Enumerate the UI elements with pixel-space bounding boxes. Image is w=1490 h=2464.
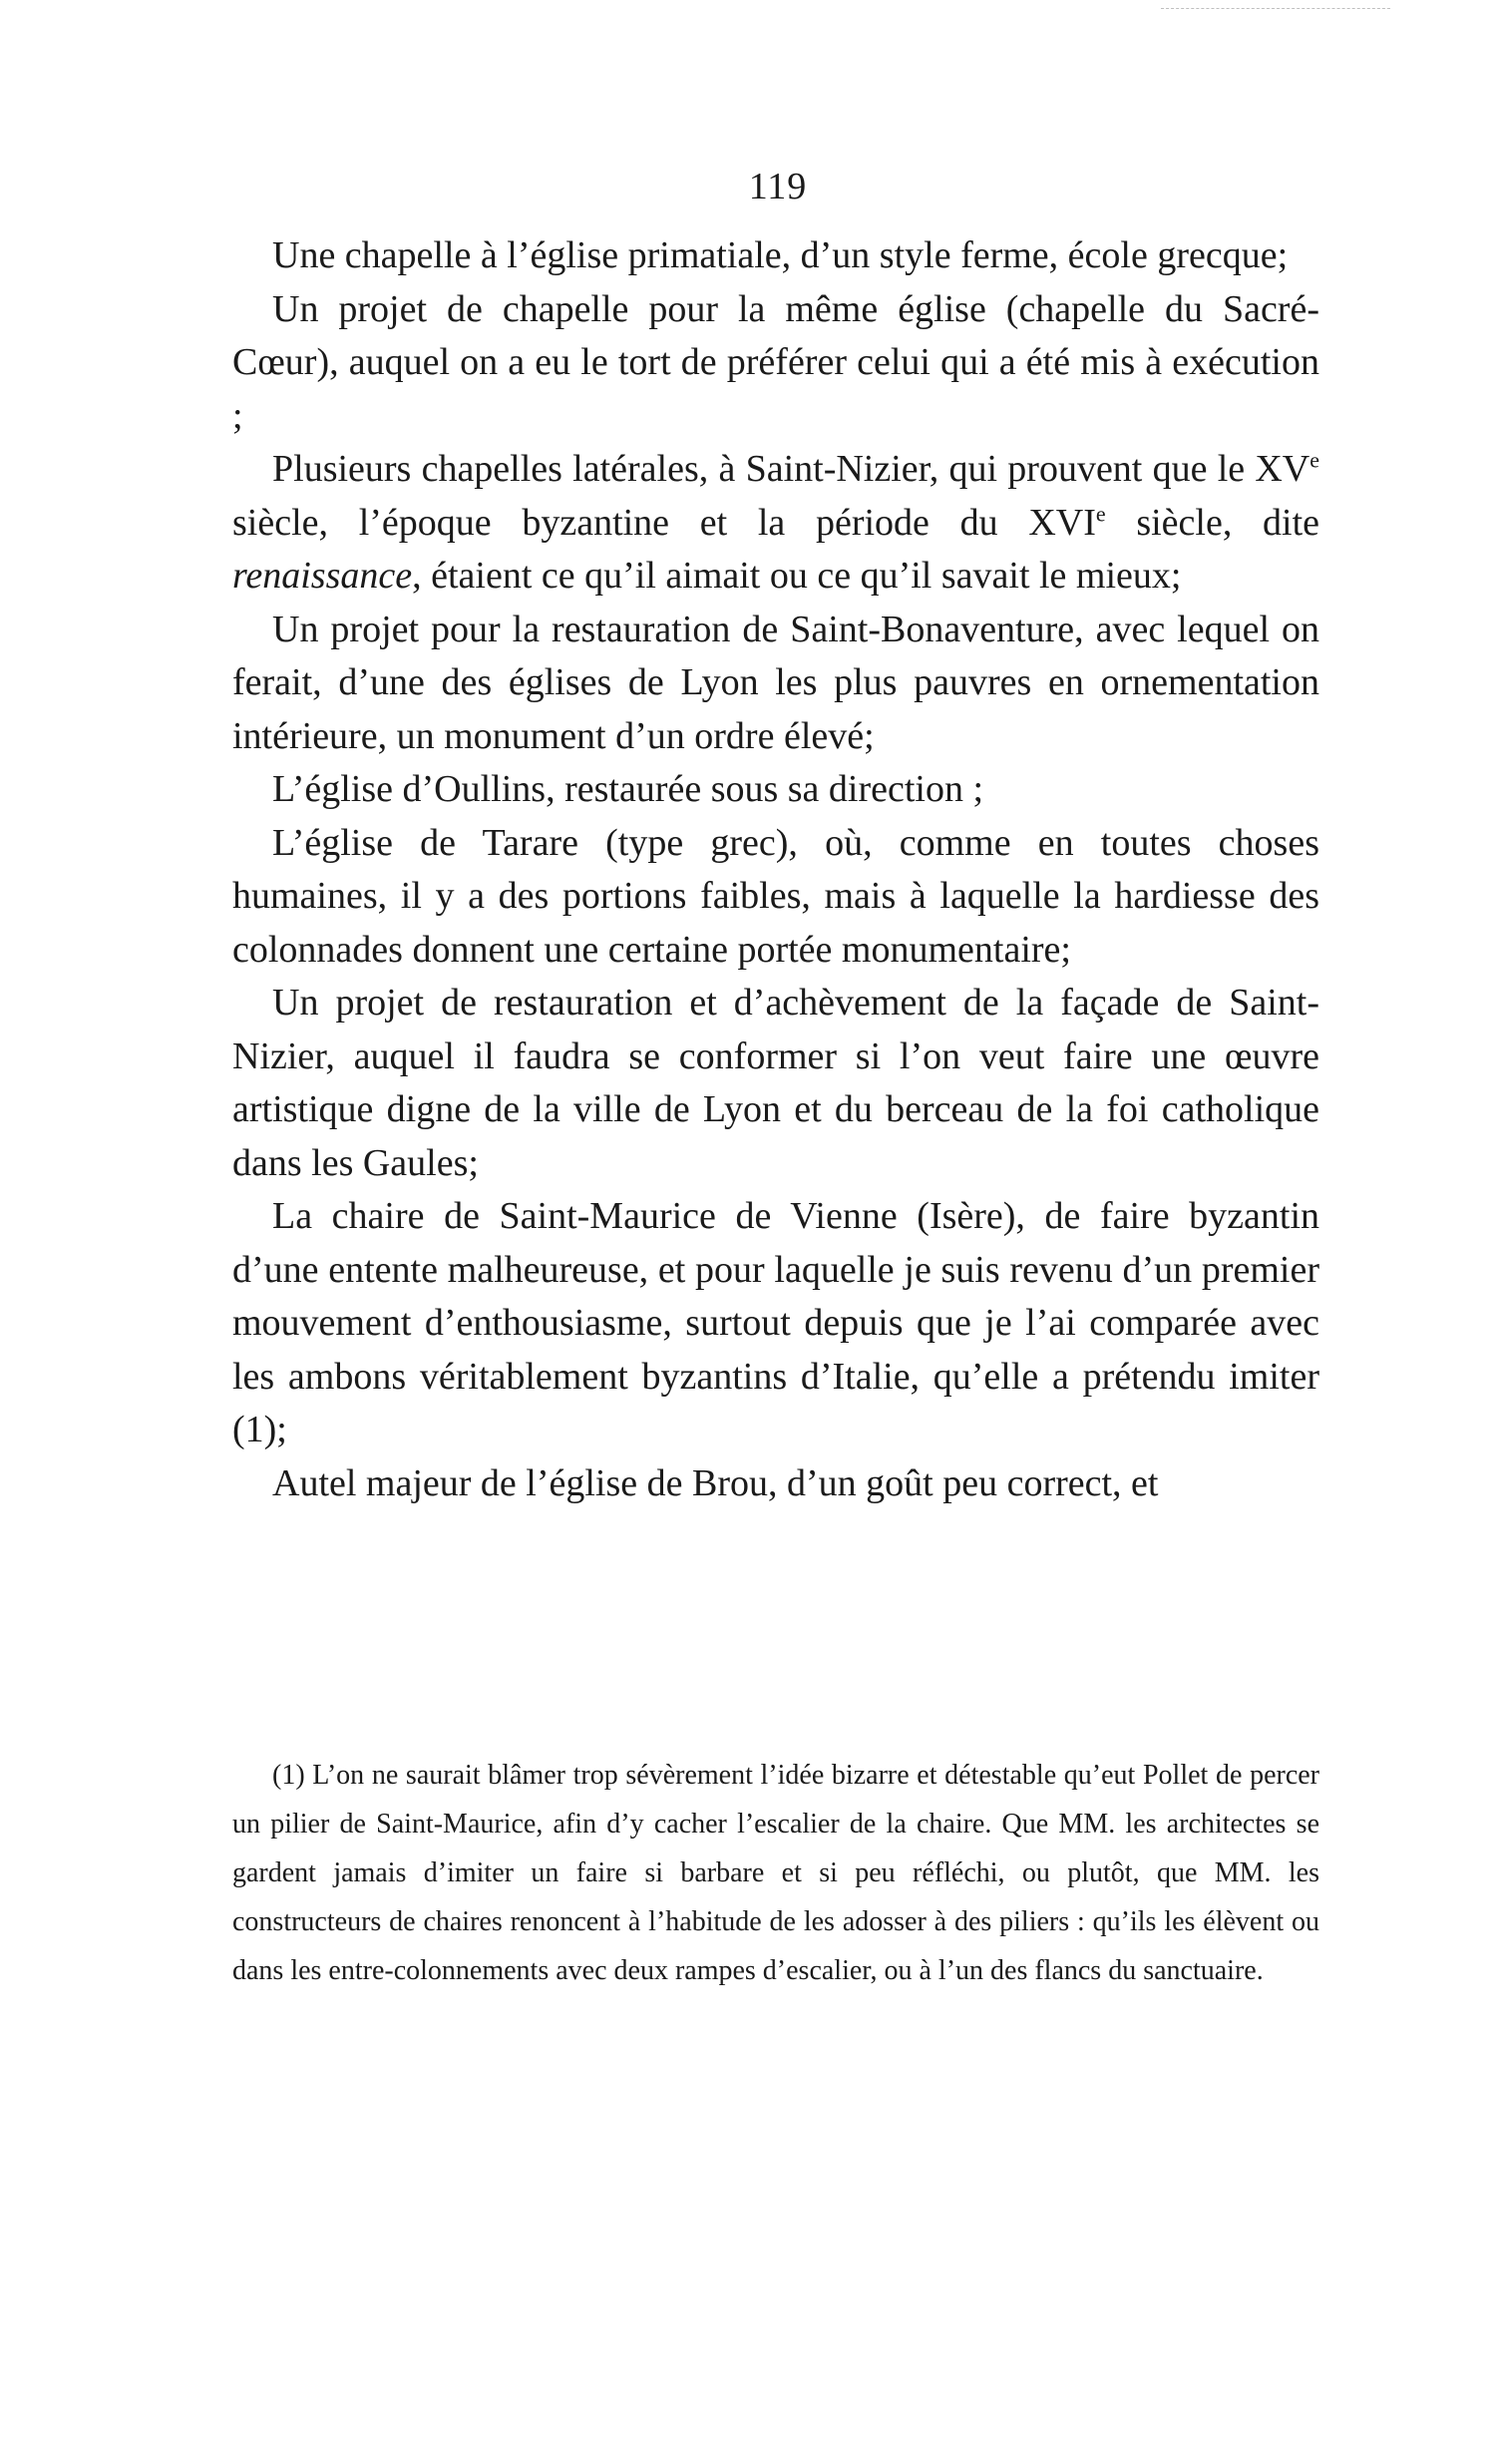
paragraph-facade-saint-nizier: Un projet de restauration et d’achèvement de la façade de Saint-Nizier, auquel il faudra se conformer si l’on veut faire une œuvre artistique digne de la ville de Lyon et du berceau de la foi catholique dans les Gaules; bbox=[232, 982, 1319, 1184]
superscript: e bbox=[1309, 447, 1319, 473]
text-run: , étaient ce qu’il aimait ou ce qu’il savait le mieux; bbox=[412, 555, 1182, 597]
text-run: Plusieurs chapelles latérales, à Saint-Nizier, qui prouvent que le XV bbox=[272, 448, 1310, 490]
scan-edge-mark bbox=[1161, 8, 1390, 9]
text-run: siècle, dite bbox=[1105, 501, 1319, 544]
footnote-text: (1) L’on ne saurait blâmer trop sévèrement l’idée bizarre et détestable qu’eut Pollet de percer un pilier de Saint-Maurice, afin d’y cacher l’escalier de la chaire. Que MM. les architectes se gardent jamais d’imiter un faire si barbare et si peu réfléchi, ou plutôt, que MM. les constructeurs de chaires renoncent à l’habitude de les adosser à des piliers : qu’ils les élèvent ou dans les entre-colonnements avec deux rampes d’escalier, ou à l’un des flancs du sanctuaire. bbox=[232, 1760, 1319, 1986]
paragraph-tarare: L’église de Tarare (type grec), où, comme en toutes choses humaines, il y a des portions faibles, mais à laquelle la hardiesse des colonnades donnent une certaine portée monumentaire; bbox=[232, 821, 1319, 971]
paragraph-chapelle-primatiale: Une chapelle à l’église primatiale, d’un style ferme, école grecque; bbox=[272, 234, 1289, 276]
body-text bbox=[232, 229, 1319, 1510]
paragraph-chaire-vienne: La chaire de Saint-Maurice de Vienne (Isère), de faire byzantin d’une entente malheureuse, et pour laquelle je suis revenu d’un premier mouvement d’enthousiasme, surtout depuis que je l’ai comparée avec les ambons véritablement byzantins d’Italie, qu’elle a prétendu imiter (1); bbox=[232, 1195, 1319, 1450]
superscript: e bbox=[1095, 500, 1106, 526]
paragraph-oullins: L’église d’Oullins, restaurée sous sa direction ; bbox=[272, 768, 984, 810]
page-number: 119 bbox=[748, 166, 808, 207]
paragraph-autel-brou: Autel majeur de l’église de Brou, d’un goût peu correct, et bbox=[272, 1461, 1159, 1504]
paragraph-projet-chapelle: Un projet de chapelle pour la même église (chapelle du Sacré-Cœur), auquel on a eu le tort de préférer celui qui a été mis à exécution ; bbox=[232, 287, 1319, 437]
paragraph-saint-nizier-chapelles bbox=[232, 443, 1319, 604]
paragraph-saint-bonaventure: Un projet pour la restauration de Saint-Bonaventure, avec lequel on ferait, d’une des églises de Lyon les plus pauvres en ornementation intérieure, un monument d’un ordre élevé; bbox=[232, 608, 1319, 757]
text-run: siècle, l’époque byzantine et la période du XVI bbox=[232, 501, 1096, 544]
footnote bbox=[232, 1751, 1319, 1995]
italic-term: renaissance bbox=[232, 555, 413, 597]
